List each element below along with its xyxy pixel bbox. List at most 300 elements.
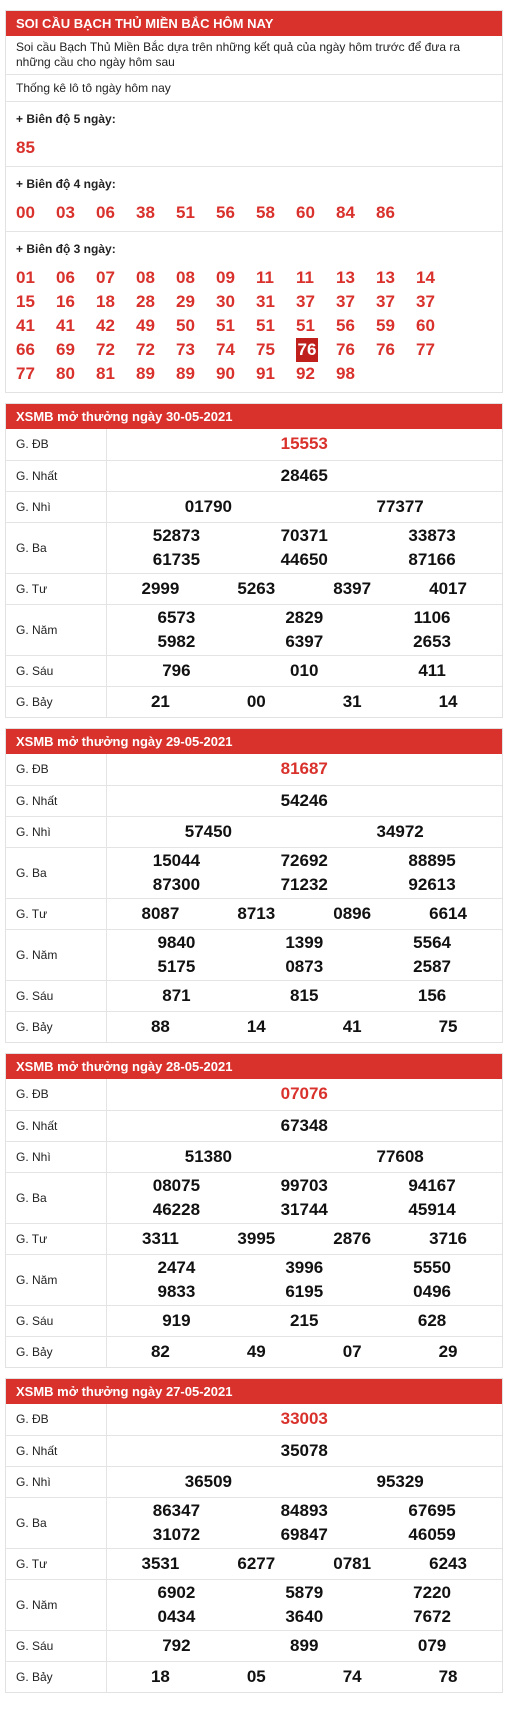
lo-number: 60 [416,316,435,335]
prize-number: 35078 [280,1440,328,1460]
prize-label: G. Bảy [6,1336,106,1367]
prize-number: 95329 [376,1471,424,1491]
prize-label: G. Nhì [6,1141,106,1172]
prize-row-g2 [6,1466,502,1497]
highlight-digits: 1 [436,874,447,894]
prize-grid [113,630,497,654]
lo-number: 49 [136,316,155,335]
prize-number: 94167 [408,1175,456,1195]
prize-number: 49 [246,1341,266,1361]
prize-number [304,690,400,714]
prize-number: 6195 [285,1281,324,1301]
prize-label: G. Nhất [6,460,106,491]
lo-number: 84 [336,203,355,222]
prize-values [106,816,502,847]
lo-number: 91 [256,364,275,383]
highlight-digits: 3 [376,821,386,841]
prize-grid [113,524,497,548]
prize-number: 07 [342,1341,362,1361]
prize-number: 796 [162,660,191,680]
prize-number: 15553 [280,434,328,454]
prize-row-g7 [6,1011,502,1042]
prize-number: 3996 [285,1257,324,1277]
prize-number: 3311 [141,1228,179,1248]
prize-values [106,1548,502,1579]
prize-values [106,1404,502,1435]
lo-number: 30 [216,292,235,311]
lo-number: 06 [96,203,115,222]
lo-number: 75 [256,340,275,359]
prize-number: 46228 [152,1199,201,1219]
prize-values [106,1497,502,1548]
prize-number: 41 [342,1016,362,1036]
prize-grid [113,1665,497,1689]
lo-number: 28 [136,292,155,311]
prize-row-g7 [6,686,502,717]
prize-number: 792 [162,1635,191,1655]
prize-number: 87166 [408,549,456,569]
soi-cau-title: SOI CẦU BẠCH THỦ MIỀN BẮC HÔM NAY [6,11,502,36]
prize-number: 33003 [280,1409,328,1429]
prize-row-g6 [6,1305,502,1336]
prize-label: G. Ba [6,1497,106,1548]
prize-number: 69847 [280,1524,328,1544]
lo-number: 37 [336,292,355,311]
prize-values [106,604,502,655]
prize-row-db [6,429,502,460]
prize-grid [113,577,497,601]
lo-number: 81 [96,364,115,383]
prize-grid [113,495,497,519]
prize-number: 0896 [333,903,372,923]
prize-grid [113,464,497,488]
prize-number: 6902 [157,1582,196,1602]
highlight-digits: 7 [376,1146,386,1166]
prize-number: 54246 [280,790,328,810]
prize-grid [113,1634,497,1658]
prize-label: G. Năm [6,1254,106,1305]
prize-number: 14 [438,691,458,711]
prize-number: 99703 [280,1175,328,1195]
prize-grid [113,1523,497,1547]
prize-values [106,573,502,604]
prize-grid [113,659,497,683]
lo-number: 09 [216,268,235,287]
prize-values [106,686,502,717]
prize-number: 6614 [429,903,467,923]
prize-values [106,1435,502,1466]
prize-label: G. Nhì [6,491,106,522]
prize-number: 28465 [280,465,328,485]
prize-values [106,1223,502,1254]
prize-row-g3 [6,1497,502,1548]
prize-label: G. Tư [6,1223,106,1254]
prize-grid [113,548,497,572]
bien-do-title: + Biên độ 3 ngày: [16,242,116,256]
lo-number: 76 [376,340,395,359]
lo-number: 90 [216,364,235,383]
bien-do-numbers [16,201,492,225]
lo-number: 51 [256,316,275,335]
prize-row-g6 [6,980,502,1011]
prize-values [106,1661,502,1692]
result-title: XSMB mở thưởng ngày 28-05-2021 [6,1054,502,1079]
highlight-digits: 31 [342,691,362,711]
prize-number: 919 [162,1310,191,1330]
prize-number: 33873 [408,525,456,545]
lo-number: 37 [416,292,435,311]
lo-number: 16 [56,292,75,311]
lo-number: 60 [296,203,315,222]
prize-grid [113,606,497,630]
prize-number: 71232 [280,874,328,894]
prize-number: 3640 [285,1606,324,1626]
lo-number: 76 [336,340,355,359]
prize-label: G. ĐB [6,1079,106,1110]
prize-values [106,1011,502,1042]
prize-number: 0873 [285,956,324,976]
lo-number: 15 [16,292,35,311]
prize-number: 1106 [413,607,451,627]
prize-row-g4 [6,898,502,929]
prize-grid [113,1145,497,1169]
prize-values [106,1630,502,1661]
prize-grid [113,1227,497,1251]
lo-number: 11 [256,268,274,287]
prize-label: G. Bảy [6,1661,106,1692]
prize-values [106,1141,502,1172]
prize-row-db [6,1079,502,1110]
prize-number: 72692 [280,850,328,870]
prize-label: G. Nhất [6,1435,106,1466]
prize-label: G. Bảy [6,1011,106,1042]
prize-values [106,1079,502,1110]
lo-number: 03 [56,203,75,222]
lo-number: 41 [16,316,35,335]
lo-number: 01 [16,268,35,287]
prize-row-g5 [6,1254,502,1305]
prize-grid [113,1309,497,1333]
prize-label: G. Nhì [6,1466,106,1497]
prize-number: 82 [150,1341,170,1361]
prize-number: 899 [290,1635,319,1655]
prize-label: G. Nhất [6,785,106,816]
bien-do-section [6,167,502,232]
prize-number: 2876 [333,1228,372,1248]
prize-number: 2829 [285,607,324,627]
prize-grid [113,1470,497,1494]
lo-number: 11 [296,268,314,287]
highlighted-number: 76 [296,338,318,362]
lo-number: 51 [176,203,195,222]
prize-values [106,847,502,898]
prize-label: G. Nhì [6,816,106,847]
lo-number: 06 [56,268,75,287]
prize-number: 88895 [408,850,456,870]
prize-label: G. Tư [6,1548,106,1579]
prize-row-g4 [6,1548,502,1579]
prize-number: 18 [150,1666,170,1686]
lo-number: 80 [56,364,75,383]
lo-number: 66 [16,340,35,359]
prize-number: 6397 [285,631,324,651]
prize-number: 00 [246,691,266,711]
bien-do-section [6,232,502,392]
lo-number: 29 [176,292,195,311]
lo-number: 38 [136,203,155,222]
prize-grid [113,1256,497,1280]
prize-grid [113,757,497,781]
result-table [6,429,502,717]
prize-label: G. ĐB [6,754,106,785]
prize-number: 4017 [429,578,467,598]
prize-number: 3531 [141,1553,180,1573]
prize-row-db [6,754,502,785]
prize-row-g6 [6,1630,502,1661]
soi-cau-subtitle: Thống kê lô tô ngày hôm nay [6,75,502,102]
prize-grid [113,1552,497,1576]
prize-number: 05 [246,1666,266,1686]
prize-row-g7 [6,1336,502,1367]
prize-grid [113,1340,497,1364]
prize-number: 31744 [280,1199,328,1219]
prize-grid [113,1499,497,1523]
highlight-digits: 7 [376,496,386,516]
lo-number: 13 [336,268,355,287]
prize-grid [113,1174,497,1198]
prize-grid [113,1439,497,1463]
lo-number: 31 [256,292,275,311]
prize-values [106,1110,502,1141]
lo-number: 50 [176,316,195,335]
prize-label: G. Sáu [6,980,106,1011]
prize-number: 5550 [413,1257,451,1277]
prize-number: 92613 [408,874,456,894]
lo-number: 14 [416,268,435,287]
prize-row-g1 [6,785,502,816]
lo-number: 59 [376,316,395,335]
prize-values [106,1466,502,1497]
prize-label: G. Năm [6,929,106,980]
prize-number: 01790 [184,496,233,516]
lo-number: 92 [296,364,315,383]
prize-number: 0434 [157,1606,196,1626]
prize-label: G. Sáu [6,655,106,686]
prize-row-g7 [6,1661,502,1692]
prize-number: 010 [290,660,319,680]
prize-row-g3 [6,847,502,898]
prize-row-g6 [6,655,502,686]
result-panel [5,728,503,1043]
prize-number: 9833 [157,1281,196,1301]
prize-number: 0781 [333,1553,372,1573]
result-title: XSMB mở thưởng ngày 29-05-2021 [6,729,502,754]
prize-label: G. ĐB [6,429,106,460]
lo-number: 58 [256,203,275,222]
prize-number: 8397 [333,578,372,598]
prize-number: 9840 [157,932,196,952]
prize-grid [113,1114,497,1138]
prize-number: 81687 [280,759,328,779]
prize-row-g4 [6,1223,502,1254]
prize-number: 75 [438,1016,458,1036]
prize-values [106,785,502,816]
prize-number: 77608 [376,1146,424,1166]
prize-grid [113,931,497,955]
prize-number: 2474 [157,1257,196,1277]
prize-grid [113,873,497,897]
highlight-digits: 71 [171,985,191,1005]
prize-number: 67348 [280,1115,328,1135]
prize-values [106,1172,502,1223]
prize-label: G. Tư [6,573,106,604]
prize-number: 5263 [237,578,276,598]
prize-label: G. Năm [6,604,106,655]
lo-number: 13 [376,268,395,287]
prize-values [106,1336,502,1367]
prize-number: 156 [417,985,447,1005]
lo-number: 07 [96,268,115,287]
prize-number: 61735 [152,549,201,569]
lo-number: 73 [176,340,195,359]
prize-grid [113,1581,497,1605]
prize-number: 77377 [376,496,424,516]
prize-row-g2 [6,816,502,847]
prize-number: 5879 [285,1582,324,1602]
prize-row-g1 [6,1435,502,1466]
prize-number: 815 [290,985,319,1005]
prize-number: 87300 [152,874,201,894]
prize-number: 6277 [237,1553,276,1573]
result-table [6,1079,502,1367]
prize-number: 29 [438,1341,458,1361]
highlight-digits: 1 [436,1199,447,1219]
prize-row-g5 [6,929,502,980]
prize-grid [113,1198,497,1222]
highlight-digits: 6 [436,549,447,569]
bien-do-numbers [16,136,492,160]
prize-number: 2587 [413,956,451,976]
highlight-digits: 5 [436,1524,447,1544]
prize-number: 215 [290,1310,319,1330]
lo-number: 98 [336,364,355,383]
prize-grid [113,849,497,873]
prize-grid [113,1082,497,1106]
prize-grid [113,1605,497,1629]
prize-number: 14 [246,1016,266,1036]
prize-number: 78 [438,1666,458,1686]
prize-number: 52873 [152,525,201,545]
result-panel [5,1378,503,1693]
lo-number: 74 [216,340,235,359]
lo-number: 85 [16,138,35,157]
bien-do-section [6,102,502,167]
prize-grid [113,1015,497,1039]
prize-number: 2999 [141,578,180,598]
prize-row-g3 [6,522,502,573]
prize-number: 3716 [429,1228,467,1248]
prize-label: G. Bảy [6,686,106,717]
prize-grid [113,432,497,456]
prize-number: 7672 [413,1606,451,1626]
result-title: XSMB mở thưởng ngày 30-05-2021 [6,404,502,429]
result-panel [5,403,503,718]
prize-number: 74 [342,1666,362,1686]
prize-label: G. Nhất [6,1110,106,1141]
prize-number: 8713 [237,903,276,923]
prize-label: G. Ba [6,1172,106,1223]
lo-number: 69 [56,340,75,359]
prize-row-g3 [6,1172,502,1223]
prize-number: 3995 [237,1228,276,1248]
prize-grid [113,902,497,926]
prize-values [106,522,502,573]
bien-do-sections [6,102,502,392]
prize-number: 07076 [280,1084,328,1104]
prize-number: 84893 [280,1500,328,1520]
prize-number: 44650 [280,549,328,569]
prize-number: 36509 [184,1471,233,1491]
prize-number: 88 [150,1016,170,1036]
prize-row-g1 [6,460,502,491]
prize-number: 5982 [157,631,196,651]
prize-label: G. Sáu [6,1630,106,1661]
lo-number: 89 [136,364,155,383]
prize-number: 67695 [408,1500,456,1520]
prize-values [106,1254,502,1305]
lo-number: 89 [176,364,195,383]
prize-number: 45914 [408,1199,456,1219]
prize-number: 86347 [152,1500,201,1520]
prize-row-g2 [6,1141,502,1172]
prize-number: 1399 [285,932,324,952]
lo-number: 08 [136,268,155,287]
prize-row-g4 [6,573,502,604]
prize-grid [113,984,497,1008]
lo-number: 18 [96,292,115,311]
prize-number: 21 [150,691,170,711]
prize-number: 5564 [413,932,451,952]
prize-values [106,754,502,785]
prize-row-db [6,1404,502,1435]
lo-number: 08 [176,268,195,287]
result-title: XSMB mở thưởng ngày 27-05-2021 [6,1379,502,1404]
prize-number: 8087 [141,903,180,923]
lo-number: 77 [16,364,35,383]
soi-cau-intro: Soi cầu Bạch Thủ Miền Bắc dựa trên những kết quả của ngày hôm trước để đưa ra những cầu cho ngày hôm sau [6,36,502,75]
bien-do-title: + Biên độ 5 ngày: [16,112,116,126]
prize-label: G. Năm [6,1579,106,1630]
prize-label: G. Sáu [6,1305,106,1336]
lo-number: 72 [136,340,155,359]
prize-number: 411 [418,660,446,680]
results-list [5,403,503,1693]
lo-number: 77 [416,340,435,359]
result-table [6,1404,502,1692]
prize-label: G. Tư [6,898,106,929]
prize-grid [113,1407,497,1431]
prize-number: 0496 [413,1281,451,1301]
prize-number: 46059 [408,1524,456,1544]
prize-row-g5 [6,1579,502,1630]
result-table [6,754,502,1042]
prize-values [106,898,502,929]
prize-number: 70371 [280,525,328,545]
lo-number: 37 [376,292,395,311]
prize-number: 079 [417,1635,447,1655]
prize-number: 51380 [184,1146,233,1166]
soi-cau-panel [5,10,503,393]
